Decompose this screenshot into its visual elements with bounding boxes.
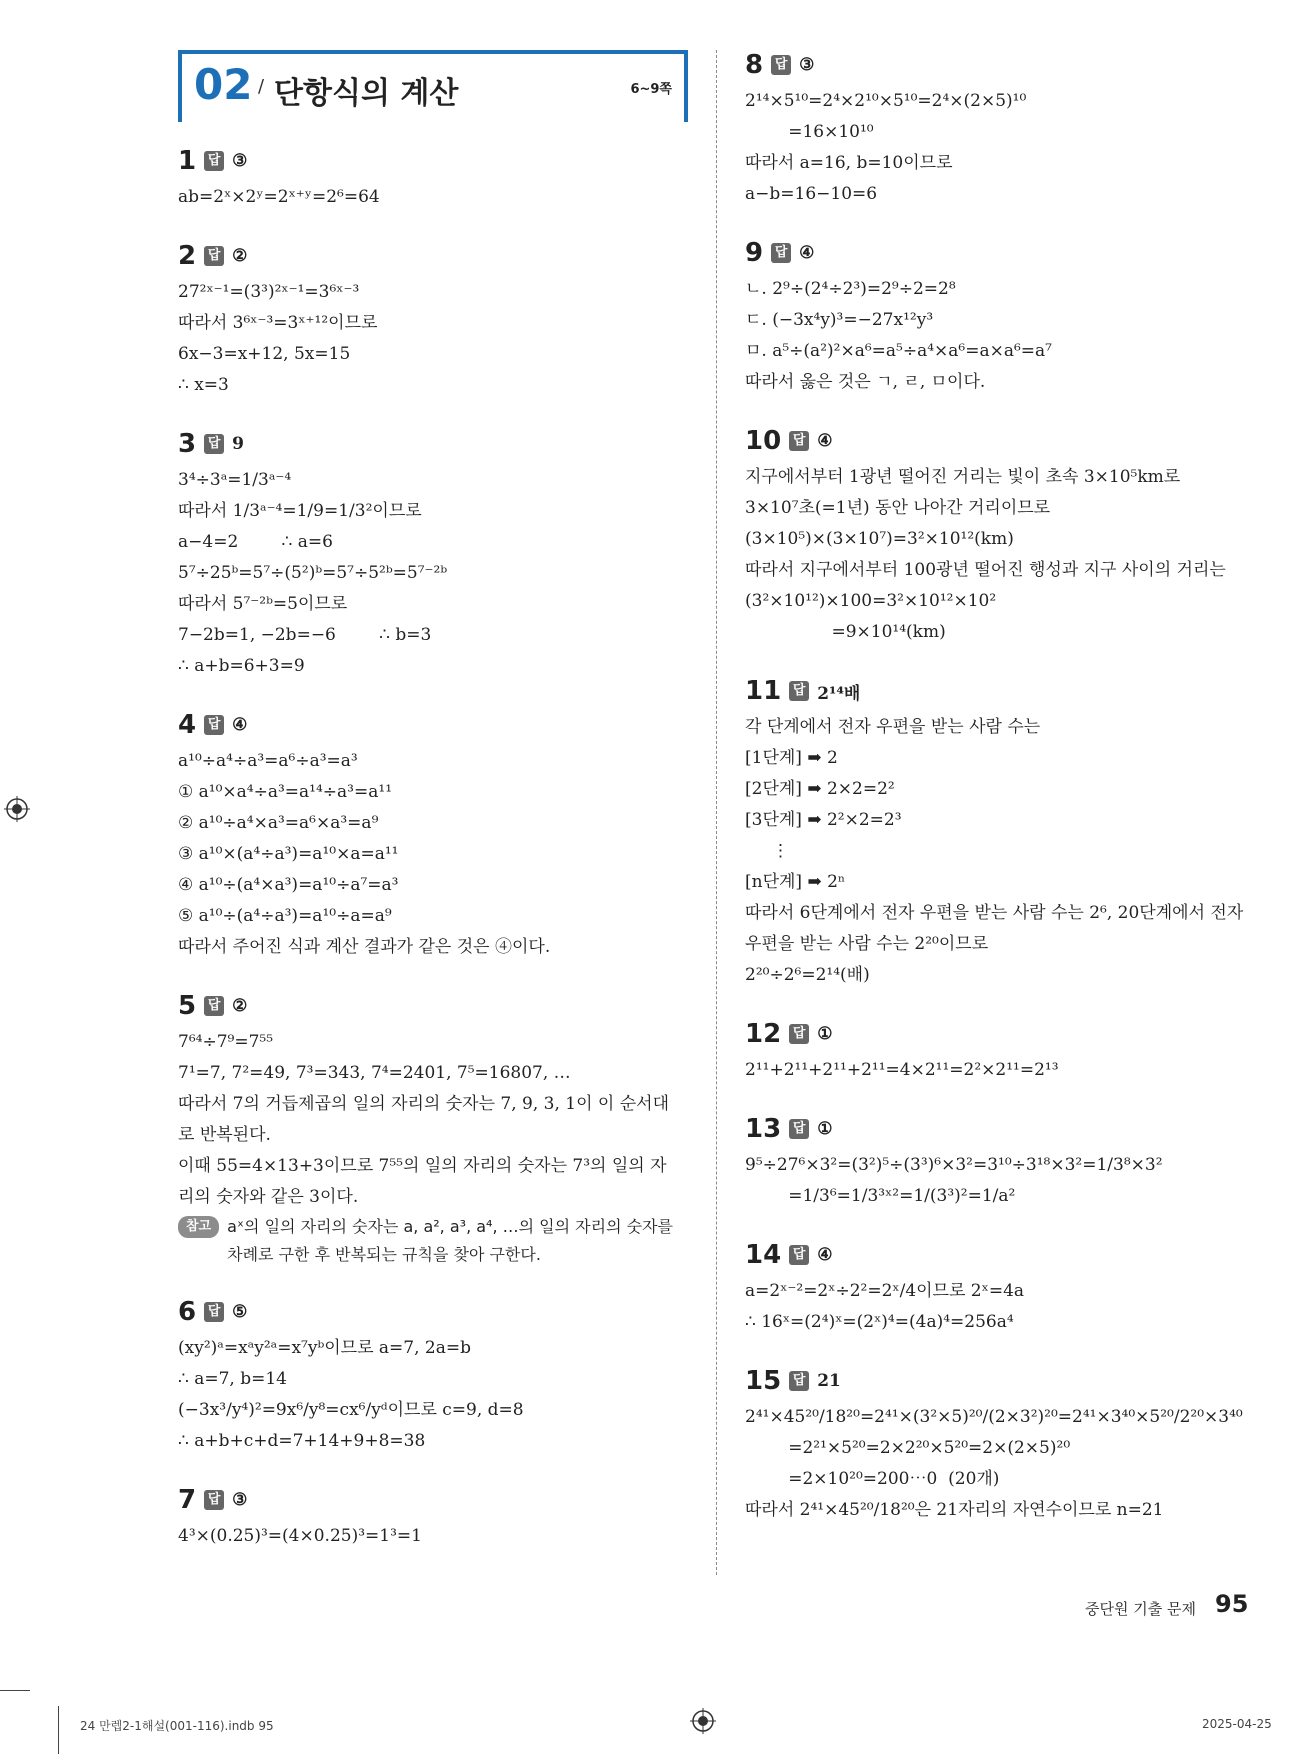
page-number: 95	[1215, 1590, 1249, 1618]
problem-number: 5	[178, 991, 197, 1021]
solution-line: 따라서 주어진 식과 계산 결과가 같은 것은 ④이다.	[178, 937, 551, 957]
solution-line: (3×10⁵)×(3×10⁷)=3²×10¹²(km)	[745, 529, 1014, 549]
solution-line: [2단계] ➡ 2×2=2²	[745, 779, 895, 799]
note-text: aˣ의 일의 자리의 숫자는 a, a², a³, a⁴, …의 일의 자리의 숫자를 차례로 구한 후 반복되는 규칙을 찾아 구한다.	[227, 1217, 673, 1264]
solution-line: 따라서 옳은 것은 ㄱ, ㄹ, ㅁ이다.	[745, 372, 986, 392]
problem-header	[745, 238, 1255, 268]
solution-line: 3⁴÷3ᵃ=1/3ᵃ⁻⁴	[178, 470, 292, 490]
section-pages: 6~9쪽	[630, 82, 672, 97]
answer-value: ①	[817, 1024, 833, 1044]
registration-mark-icon	[690, 1708, 716, 1734]
solution-line: ⋮	[745, 841, 790, 861]
problem-number: 4	[178, 710, 197, 740]
solution-line: ㄷ. (−3x⁴y)³=−27x¹²y³	[745, 310, 934, 330]
problem-block	[745, 50, 1255, 210]
solution-line: 따라서 6단계에서 전자 우편을 받는 사람 수는 2⁶, 20단계에서 전자	[745, 903, 1244, 923]
problem-block	[745, 1240, 1255, 1338]
left-column	[178, 50, 688, 1580]
answer-tag: 답	[789, 1371, 809, 1391]
solution-line: 로 반복된다.	[178, 1125, 271, 1145]
problem-number: 2	[178, 241, 197, 271]
answer-tag: 답	[771, 243, 791, 263]
print-file: 24 만렙2-1해설(001-116).indb 95	[80, 1719, 274, 1733]
answer-value: ⑤	[232, 1302, 248, 1322]
problem-number: 3	[178, 429, 197, 459]
answer-value: ④	[817, 431, 833, 451]
solution-line: ㄴ. 2⁹÷(2⁴÷2³)=2⁹÷2=2⁸	[745, 279, 956, 299]
problem-block	[178, 146, 688, 213]
answer-tag: 답	[204, 715, 224, 735]
solution-line: 지구에서부터 1광년 떨어진 거리는 빛이 초속 3×10⁵km로	[745, 467, 1181, 487]
solution-line: ㅁ. a⁵÷(a²)²×a⁶=a⁵÷a⁴×a⁶=a×a⁶=a⁷	[745, 341, 1052, 361]
problem-number: 6	[178, 1297, 197, 1327]
note-tag: 참고	[178, 1216, 219, 1238]
solution-line: ∴ x=3	[178, 375, 229, 395]
print-date: 2025-04-25	[1202, 1717, 1272, 1731]
answer-tag: 답	[204, 1302, 224, 1322]
section-header	[178, 50, 688, 122]
answer-tag: 답	[789, 1119, 809, 1139]
section-number: 02	[194, 60, 253, 109]
solution-line: 이때 55=4×13+3이므로 7⁵⁵의 일의 자리의 숫자는 7³의 일의 자	[178, 1156, 667, 1176]
problem-number: 15	[745, 1366, 782, 1396]
solution-line: ④ a¹⁰÷(a⁴×a³)=a¹⁰÷a⁷=a³	[178, 875, 399, 895]
solution-line: ③ a¹⁰×(a⁴÷a³)=a¹⁰×a=a¹¹	[178, 844, 399, 864]
solution-line: 7⁶⁴÷7⁹=7⁵⁵	[178, 1032, 274, 1052]
column-divider	[716, 50, 717, 1575]
right-column	[745, 50, 1255, 1554]
solution-line: a−b=16−10=6	[745, 184, 878, 204]
solution-line: =2×10²⁰=200⋯0 (20개)	[745, 1469, 1000, 1489]
section-title: 단항식의 계산	[274, 76, 459, 111]
solution-line: ab=2ˣ×2ʸ=2ˣ⁺ʸ=2⁶=64	[178, 187, 380, 207]
problem-block	[178, 1485, 688, 1552]
answer-value: 9	[232, 434, 244, 454]
answer-value: ③	[799, 55, 815, 75]
answer-value: ③	[232, 151, 248, 171]
problem-number: 8	[745, 50, 764, 80]
problem-block	[745, 1114, 1255, 1212]
solution-line: 7−2b=1, −2b=−6 ∴ b=3	[178, 625, 432, 645]
solution-line: 각 단계에서 전자 우편을 받는 사람 수는	[745, 717, 1041, 737]
answer-tag: 답	[204, 246, 224, 266]
answer-tag: 답	[789, 1245, 809, 1265]
answer-value: ③	[232, 1490, 248, 1510]
problem-header	[178, 1297, 688, 1327]
problem-number: 9	[745, 238, 764, 268]
problem-block	[745, 238, 1255, 398]
solution-line: 따라서 1/3ᵃ⁻⁴=1/9=1/3²이므로	[178, 501, 422, 521]
solution-line: [1단계] ➡ 2	[745, 748, 838, 768]
problem-number: 10	[745, 426, 782, 456]
solution-line: 2²⁰÷2⁶=2¹⁴(배)	[745, 965, 870, 985]
answer-value: ④	[232, 715, 248, 735]
problem-block	[745, 1019, 1255, 1086]
solution-line: 6x−3=x+12, 5x=15	[178, 344, 351, 364]
solution-line: [3단계] ➡ 2²×2=2³	[745, 810, 902, 830]
solution-line: ∴ a+b=6+3=9	[178, 656, 305, 676]
solution-line: (3²×10¹²)×100=3²×10¹²×10²	[745, 591, 997, 611]
problem-header	[178, 429, 688, 459]
problem-block	[745, 676, 1255, 991]
answer-value: ④	[799, 243, 815, 263]
solution-line: ∴ a+b+c+d=7+14+9+8=38	[178, 1431, 426, 1451]
problem-header	[745, 1366, 1255, 1396]
solution-line: =1/3⁶=1/3³ˣ²=1/(3³)²=1/a²	[745, 1186, 1016, 1206]
problem-header	[745, 1114, 1255, 1144]
problem-header	[745, 1240, 1255, 1270]
solution-line: a¹⁰÷a⁴÷a³=a⁶÷a³=a³	[178, 751, 358, 771]
problem-header	[178, 241, 688, 271]
answer-tag: 답	[204, 434, 224, 454]
problem-number: 7	[178, 1485, 197, 1515]
solution-line: ∴ a=7, b=14	[178, 1369, 287, 1389]
solution-line: 따라서 지구에서부터 100광년 떨어진 행성과 지구 사이의 거리는	[745, 560, 1226, 580]
problem-number: 12	[745, 1019, 782, 1049]
answer-value: ①	[817, 1119, 833, 1139]
answer-tag: 답	[789, 681, 809, 701]
answer-value: ②	[232, 246, 248, 266]
answer-tag: 답	[204, 1490, 224, 1510]
problem-number: 13	[745, 1114, 782, 1144]
solution-line: 따라서 7의 거듭제곱의 일의 자리의 숫자는 7, 9, 3, 1이 이 순서대	[178, 1094, 670, 1114]
solution-line: ⑤ a¹⁰÷(a⁴÷a³)=a¹⁰÷a=a⁹	[178, 906, 392, 926]
solution-line: =2²¹×5²⁰=2×2²⁰×5²⁰=2×(2×5)²⁰	[745, 1438, 1071, 1458]
problem-header	[745, 50, 1255, 80]
left-problem-list	[178, 146, 688, 1552]
problem-header	[178, 146, 688, 176]
solution-line: 2¹¹+2¹¹+2¹¹+2¹¹=4×2¹¹=2²×2¹¹=2¹³	[745, 1060, 1059, 1080]
solution-line: 리의 숫자와 같은 3이다.	[178, 1187, 359, 1207]
solution-line: 따라서 2⁴¹×45²⁰/18²⁰은 21자리의 자연수이므로 n=21	[745, 1500, 1164, 1520]
solution-line: 2¹⁴×5¹⁰=2⁴×2¹⁰×5¹⁰=2⁴×(2×5)¹⁰	[745, 91, 1027, 111]
problem-header	[178, 710, 688, 740]
answer-value: 21	[817, 1371, 841, 1391]
answer-tag: 답	[204, 151, 224, 171]
solution-line: 3×10⁷초(=1년) 동안 나아간 거리이므로	[745, 498, 1051, 518]
answer-tag: 답	[204, 996, 224, 1016]
problem-block	[178, 429, 688, 682]
problem-header	[178, 991, 688, 1021]
problem-block	[745, 1366, 1255, 1526]
solution-line: ∴ 16ˣ=(2⁴)ˣ=(2ˣ)⁴=(4a)⁴=256a⁴	[745, 1312, 1014, 1332]
problem-header	[745, 676, 1255, 706]
solution-line: 따라서 3⁶ˣ⁻³=3ˣ⁺¹²이므로	[178, 313, 378, 333]
solution-line: [n단계] ➡ 2ⁿ	[745, 872, 846, 892]
solution-line: a=2ˣ⁻²=2ˣ÷2²=2ˣ/4이므로 2ˣ=4a	[745, 1281, 1025, 1301]
answer-tag: 답	[789, 1024, 809, 1044]
solution-line: ② a¹⁰÷a⁴×a³=a⁶×a³=a⁹	[178, 813, 379, 833]
section-slash: /	[258, 76, 265, 97]
solution-line: (xy²)ᵃ=xᵃy²ᵃ=x⁷yᵇ이므로 a=7, 2a=b	[178, 1338, 471, 1358]
solution-line: (−3x³/y⁴)²=9x⁶/y⁸=cx⁶/yᵈ이므로 c=9, d=8	[178, 1400, 524, 1420]
solution-line: 9⁵÷27⁶×3²=(3²)⁵÷(3³)⁶×3²=3¹⁰÷3¹⁸×3²=1/3⁸×3²	[745, 1155, 1163, 1175]
problem-block	[178, 1297, 688, 1457]
answer-value: ④	[817, 1245, 833, 1265]
problem-number: 14	[745, 1240, 782, 1270]
problem-number: 11	[745, 676, 782, 706]
solution-line: 4³×(0.25)³=(4×0.25)³=1³=1	[178, 1526, 422, 1546]
problem-header	[745, 426, 1255, 456]
right-problem-list	[745, 50, 1255, 1526]
footer-section: 중단원 기출 문제	[1085, 1600, 1196, 1618]
solution-line: =9×10¹⁴(km)	[745, 622, 946, 642]
crop-mark	[0, 1690, 30, 1691]
answer-tag: 답	[789, 431, 809, 451]
solution-line: a−4=2 ∴ a=6	[178, 532, 333, 552]
problem-header	[745, 1019, 1255, 1049]
solution-line: 2⁴¹×45²⁰/18²⁰=2⁴¹×(3²×5)²⁰/(2×3²)²⁰=2⁴¹×3⁴⁰×5²⁰/2²⁰×3⁴⁰	[745, 1407, 1243, 1427]
registration-mark-icon	[4, 796, 30, 822]
problem-block	[178, 991, 688, 1269]
problem-block	[745, 426, 1255, 648]
problem-block	[178, 710, 688, 963]
solution-line: 우편을 받는 사람 수는 2²⁰이므로	[745, 934, 989, 954]
solution-line: 따라서 a=16, b=10이므로	[745, 153, 953, 173]
solution-line: 27²ˣ⁻¹=(3³)²ˣ⁻¹=3⁶ˣ⁻³	[178, 282, 360, 302]
reference-note	[178, 1213, 688, 1269]
solution-line: 7¹=7, 7²=49, 7³=343, 7⁴=2401, 7⁵=16807, …	[178, 1063, 571, 1083]
answer-value: ②	[232, 996, 248, 1016]
problem-header	[178, 1485, 688, 1515]
solution-line: =16×10¹⁰	[745, 122, 874, 142]
answer-tag: 답	[771, 55, 791, 75]
solution-line: 5⁷÷25ᵇ=5⁷÷(5²)ᵇ=5⁷÷5²ᵇ=5⁷⁻²ᵇ	[178, 563, 448, 583]
crop-mark	[58, 1706, 59, 1754]
solution-line: 따라서 5⁷⁻²ᵇ=5이므로	[178, 594, 348, 614]
problem-number: 1	[178, 146, 197, 176]
solution-line: ① a¹⁰×a⁴÷a³=a¹⁴÷a³=a¹¹	[178, 782, 393, 802]
answer-value: 2¹⁴배	[817, 683, 861, 704]
problem-block	[178, 241, 688, 401]
